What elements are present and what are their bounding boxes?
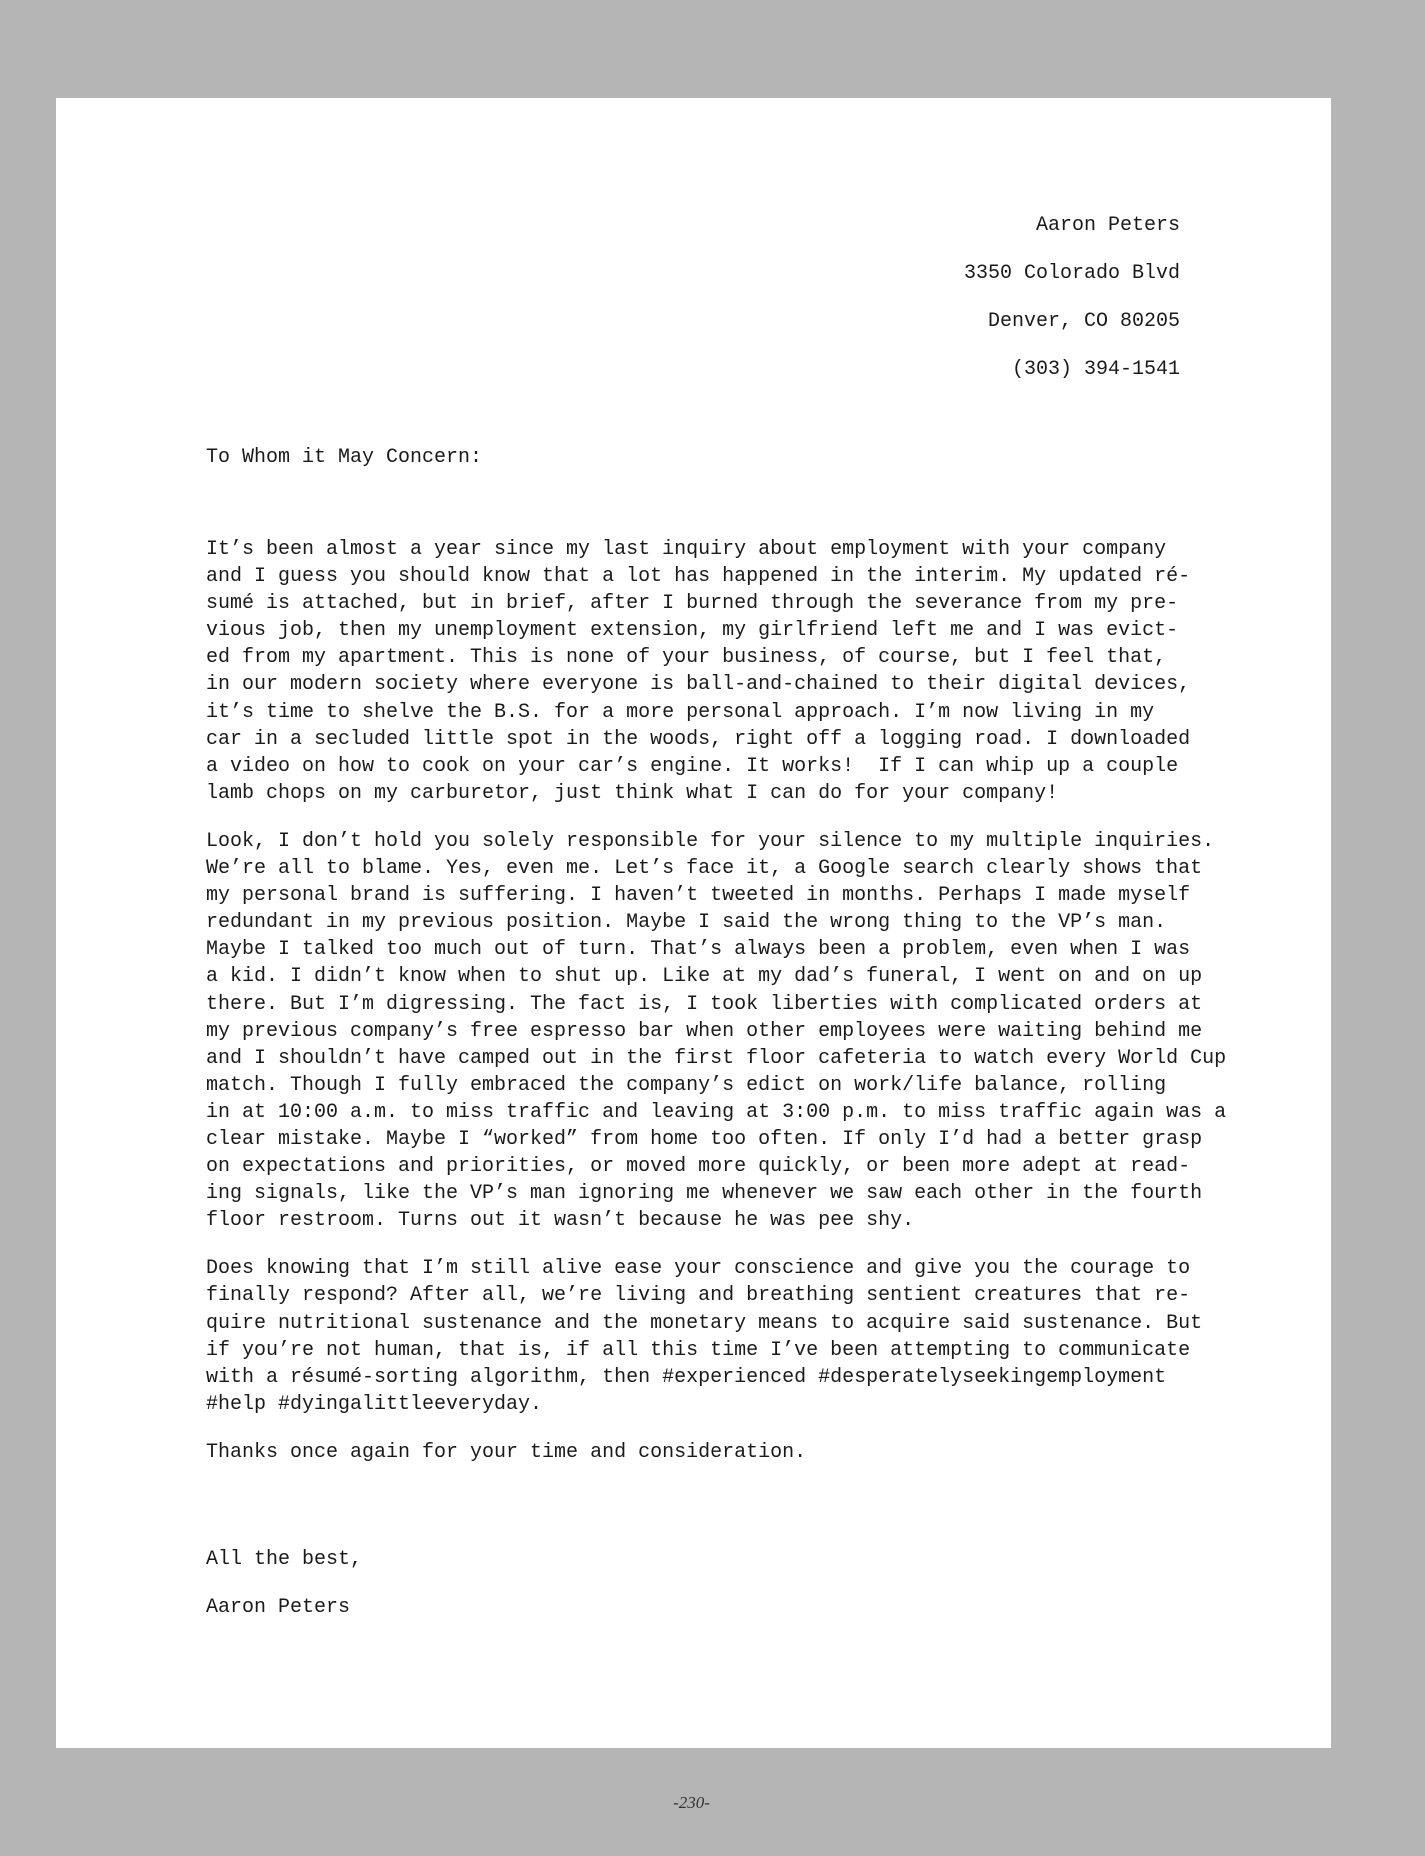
paragraph-line: Look, I don’t hold you solely responsible for your silence to my multiple inquiries. — [206, 829, 1215, 853]
paragraph-line: #help #dyingalittleeveryday. — [206, 1392, 543, 1416]
paragraph-line: car in a secluded little spot in the woods, right off a logging road. I downloaded — [206, 727, 1191, 751]
sender-address-block — [964, 202, 1180, 394]
paragraph-line: clear mistake. Maybe I “worked” from home too often. If only I’d had a better grasp — [206, 1127, 1203, 1151]
paragraph-line: a video on how to cook on your car’s engine. It works! If I can whip up a couple — [206, 754, 1179, 778]
paragraph-line: it’s time to shelve the B.S. for a more personal approach. I’m now living in my — [206, 700, 1155, 724]
paragraph-line: Does knowing that I’m still alive ease your conscience and give you the courage to — [206, 1257, 1191, 1281]
paragraph-line: ing signals, like the VP’s man ignoring me whenever we saw each other in the fourth — [206, 1182, 1203, 1206]
paragraph-line: on expectations and priorities, or moved more quickly, or been more adept at read- — [206, 1155, 1191, 1179]
paragraph-line: in at 10:00 a.m. to miss traffic and leaving at 3:00 p.m. to miss traffic again was a — [206, 1100, 1227, 1124]
sender-street: 3350 Colorado Blvd — [963, 262, 1180, 285]
paragraph-line: my personal brand is suffering. I haven’t tweeted in months. Perhaps I made myself — [206, 884, 1191, 908]
paragraph-line: redundant in my previous position. Maybe I said the wrong thing to the VP’s man. — [206, 911, 1167, 935]
salutation: To Whom it May Concern: — [206, 446, 483, 469]
paragraph-line: and I guess you should know that a lot has happened in the interim. My updated ré- — [206, 565, 1191, 589]
paragraph-line: match. Though I fully embraced the company’s edict on work/life balance, rolling — [206, 1073, 1167, 1097]
paragraph-line: my previous company’s free espresso bar when other employees were waiting behind me — [206, 1019, 1203, 1043]
paragraph-line: sumé is attached, but in brief, after I burned through the severance from my pre- — [206, 592, 1179, 616]
paragraph-line: Maybe I talked too much out of turn. That’s always been a problem, even when I was — [206, 938, 1191, 962]
paragraph-line: finally respond? After all, we’re living and breathing sentient creatures that re- — [206, 1284, 1191, 1308]
sender-phone: (303) 394-1541 — [1011, 358, 1180, 381]
paragraph-line: floor restroom. Turns out it wasn’t because he was pee shy. — [206, 1209, 915, 1233]
paragraph-line: lamb chops on my carburetor, just think what I can do for your company! — [206, 781, 1059, 805]
letter-body — [206, 434, 1227, 1632]
paragraph-line: vious job, then my unemployment extension, my girlfriend left me and I was evict- — [206, 619, 1179, 643]
paragraph-4 — [206, 1439, 1191, 1466]
paragraph-line: in our modern society where everyone is ball-and-chained to their digital devices, — [206, 673, 1191, 697]
paragraph-1 — [206, 536, 1191, 807]
paragraph-line: It’s been almost a year since my last inquiry about employment with your company — [206, 538, 1167, 561]
sender-city: Denver, CO 80205 — [987, 310, 1180, 333]
paragraph-line: and I shouldn’t have camped out in the first floor cafeteria to watch every World Cup — [206, 1046, 1227, 1070]
page-number: -230- — [673, 1793, 710, 1812]
paragraph-line: if you’re not human, that is, if all this time I’ve been attempting to communicate — [206, 1338, 1191, 1362]
letter-page — [56, 98, 1331, 1748]
paragraph-line: with a résumé-sorting algorithm, then #experienced #desperatelyseekingemployment — [206, 1365, 1167, 1389]
paragraph-line: quire nutritional sustenance and the monetary means to acquire said sustenance. But — [206, 1311, 1203, 1335]
paragraph-3 — [206, 1255, 1203, 1418]
paragraph-line: there. But I’m digressing. The fact is, I took liberties with complicated orders at — [206, 992, 1203, 1016]
sender-name: Aaron Peters — [1035, 214, 1180, 237]
closing: All the best, — [206, 1548, 363, 1571]
paragraph-line: Thanks once again for your time and consideration. — [206, 1440, 807, 1464]
paragraph-line: a kid. I didn’t know when to shut up. Like at my dad’s funeral, I went on and on up — [206, 965, 1203, 989]
paragraph-line: ed from my apartment. This is none of your business, of course, but I feel that, — [206, 646, 1167, 670]
paragraph-line: We’re all to blame. Yes, even me. Let’s face it, a Google search clearly shows that — [206, 857, 1203, 881]
signature: Aaron Peters — [206, 1596, 351, 1619]
paragraph-2 — [206, 828, 1227, 1234]
